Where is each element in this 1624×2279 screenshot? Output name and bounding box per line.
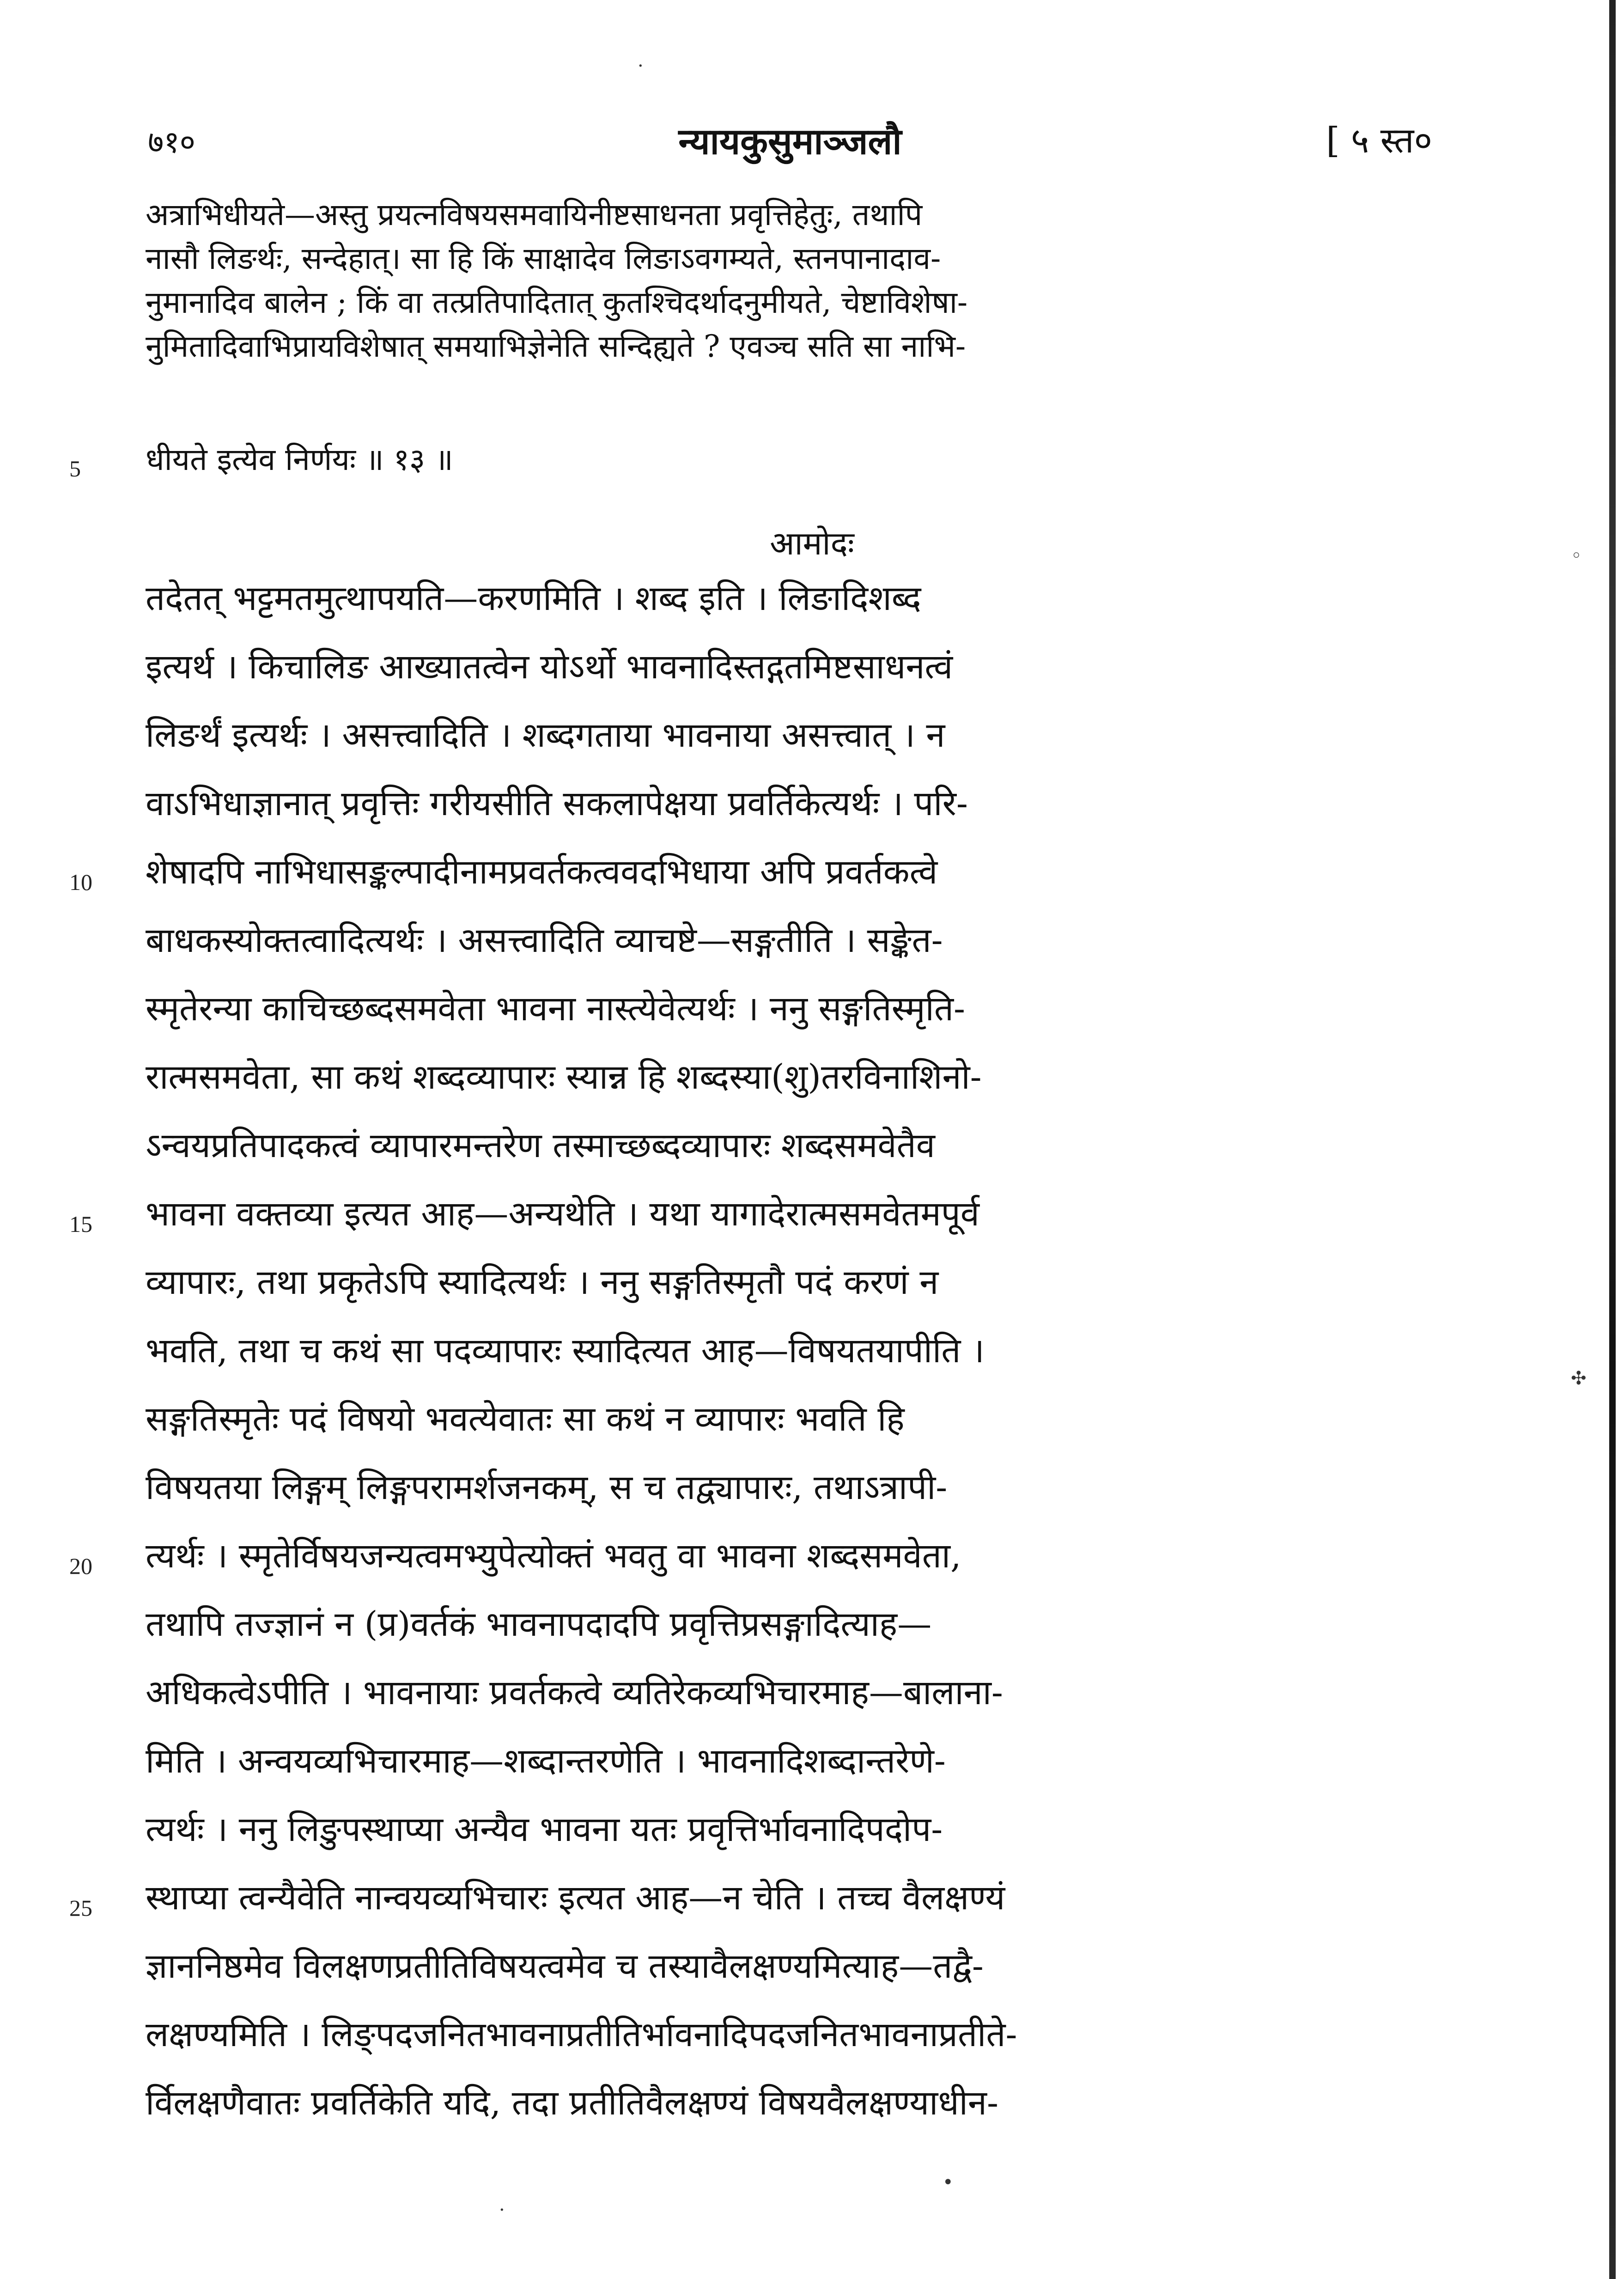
- text-line: व्यापारः, तथा प्रकृतेऽपि स्यादित्यर्थः । ननु सङ्गतिस्मृतौ पदं करणं न: [146, 1262, 939, 1302]
- text-line: अधिकत्वेऽपीति । भावनायाः प्रवर्तकत्वे व्यतिरेकव्यभिचारमाह—बालाना-: [146, 1673, 1003, 1712]
- text-line: सङ्गतिस्मृतेः पदं विषयो भवत्येवातः सा कथं न व्यापारः भवति हि: [146, 1399, 905, 1439]
- text-line: ऽन्वयप्रतिपादकत्वं व्यापारमन्तरेण तस्माच्छब्दव्यापारः शब्दसमवेतैव: [146, 1126, 935, 1165]
- text-line: रात्मसमवेता, सा कथं शब्दव्यापारः स्यान्न हि शब्दस्या(शु)तरविनाशिनो-: [146, 1057, 982, 1097]
- text-line: तथापि तज्ज्ञानं न (प्र)वर्तकं भावनापदादपि प्रवृत्तिप्रसङ्गादित्याह—: [146, 1604, 932, 1644]
- page-header: [148, 116, 1432, 171]
- text-line: स्मृतेरन्या काचिच्छब्दसमवेता भावना नास्त्येवेत्यर्थः । ननु सङ्गतिस्मृति-: [146, 989, 966, 1029]
- margin-line-number: 25: [69, 1895, 92, 1921]
- text-line: नासौ लिङर्थः, सन्देहात्। सा हि किं साक्षादेव लिङाऽवगम्यते, स्तनपानादाव-: [146, 241, 941, 276]
- section-mark: [ ५ स्त०: [1326, 120, 1432, 161]
- text-line: स्थाप्या त्वन्यैवेति नान्वयव्यभिचारः इत्यत आह—न चेति । तच्च वैलक्षण्यं: [146, 1878, 1005, 1918]
- text-line: अत्राभिधीयते—अस्तु प्रयत्नविषयसमवायिनीष्टसाधनता प्रवृत्तिहेतुः, तथापि: [146, 197, 923, 232]
- scan-speck: ◦: [1571, 545, 1582, 567]
- text-line: त्यर्थः । स्मृतेर्विषयजन्यत्वमभ्युपेत्योक्तं भवतु वा भावना शब्दसमवेता,: [146, 1536, 961, 1576]
- margin-line-number: 20: [69, 1553, 92, 1579]
- text-line: मिति । अन्वयव्यभिचारमाह—शब्दान्तरणेति । भावनादिशब्दान्तरेणे-: [146, 1741, 946, 1781]
- text-line: शेषादपि नाभिधासङ्कल्पादीनामप्रवर्तकत्ववदभिधाया अपि प्रवर्तकत्वे: [146, 852, 938, 892]
- text-line: नुमानादिव बालेन ; किं वा तत्प्रतिपादितात् कुतश्चिदर्थादनुमीयते, चेष्टाविशेषा-: [146, 285, 968, 320]
- text-line: लिङर्थं इत्यर्थः । असत्त्वादिति । शब्दगताया भावनाया असत्त्वात् । न: [146, 715, 945, 755]
- margin-line-number: 10: [69, 869, 92, 895]
- scan-speck: •: [943, 2172, 954, 2193]
- binding-edge: [1609, 0, 1616, 2279]
- text-line: तदेतत् भट्टमतमुत्थापयति—करणमिति । शब्द इति । लिङादिशब्द: [146, 579, 921, 618]
- text-line: र्विलक्षणैवातः प्रवर्तिकेति यदि, तदा प्रतीतिवैलक्षण्यं विषयवैलक्षण्याधीन-: [146, 2083, 999, 2123]
- text-line: वाऽभिधाज्ञानात् प्रवृत्तिः गरीयसीति सकलापेक्षया प्रवर्तिकेत्यर्थः । परि-: [146, 784, 968, 823]
- text-line: धीयते इत्येव निर्णयः ॥ १३ ॥: [146, 442, 453, 477]
- text-line: बाधकस्योक्तत्वादित्यर्थः । असत्त्वादिति व्याचष्टे—सङ्गतीति । सङ्केत-: [146, 920, 943, 960]
- text-line: इत्यर्थ । किचालिङ आख्यातत्वेन योऽर्थो भावनादिस्तद्गतमिष्टसाधनत्वं: [146, 647, 953, 687]
- section-heading: आमोदः: [770, 524, 854, 562]
- margin-line-number: 15: [69, 1211, 92, 1237]
- text-line: भावना वक्तव्या इत्यत आह—अन्यथेति । यथा यागादेरात्मसमवेतमपूर्व: [146, 1194, 979, 1234]
- text-line: लक्षण्यमिति । लिङ्पदजनितभावनाप्रतीतिर्भावनादिपदजनितभावनाप्रतीते-: [146, 2015, 1017, 2054]
- text-line: त्यर्थः । ननु लिङुपस्थाप्या अन्यैव भावना यतः प्रवृत्तिर्भावनादिपदोप-: [146, 1810, 943, 1849]
- margin-line-number: 5: [69, 456, 81, 481]
- text-line: विषयतया लिङ्गम् लिङ्गपरामर्शजनकम्, स च तद्व्यापारः, तथाऽत्रापी-: [146, 1468, 948, 1507]
- scan-speck: ·: [638, 55, 644, 77]
- scan-speck: ✣: [1571, 1368, 1587, 1389]
- running-title: न्यायकुसुमाञ्जलौ: [678, 121, 902, 163]
- text-line: ज्ञाननिष्ठमेव विलक्षणप्रतीतिविषयत्वमेव च तस्यावैलक्षण्यमित्याह—तद्वै-: [146, 1946, 984, 1986]
- text-line: भवति, तथा च कथं सा पदव्यापारः स्यादित्यत आह—विषयतयापीति ।: [146, 1331, 985, 1371]
- scan-speck: ·: [499, 2200, 505, 2221]
- text-line: नुमितादिवाभिप्रायविशेषात् समयाभिज्ञेनेति सन्दिह्यते ? एवञ्च सति सा नाभि-: [146, 329, 966, 364]
- page-number: ७१०: [148, 124, 195, 160]
